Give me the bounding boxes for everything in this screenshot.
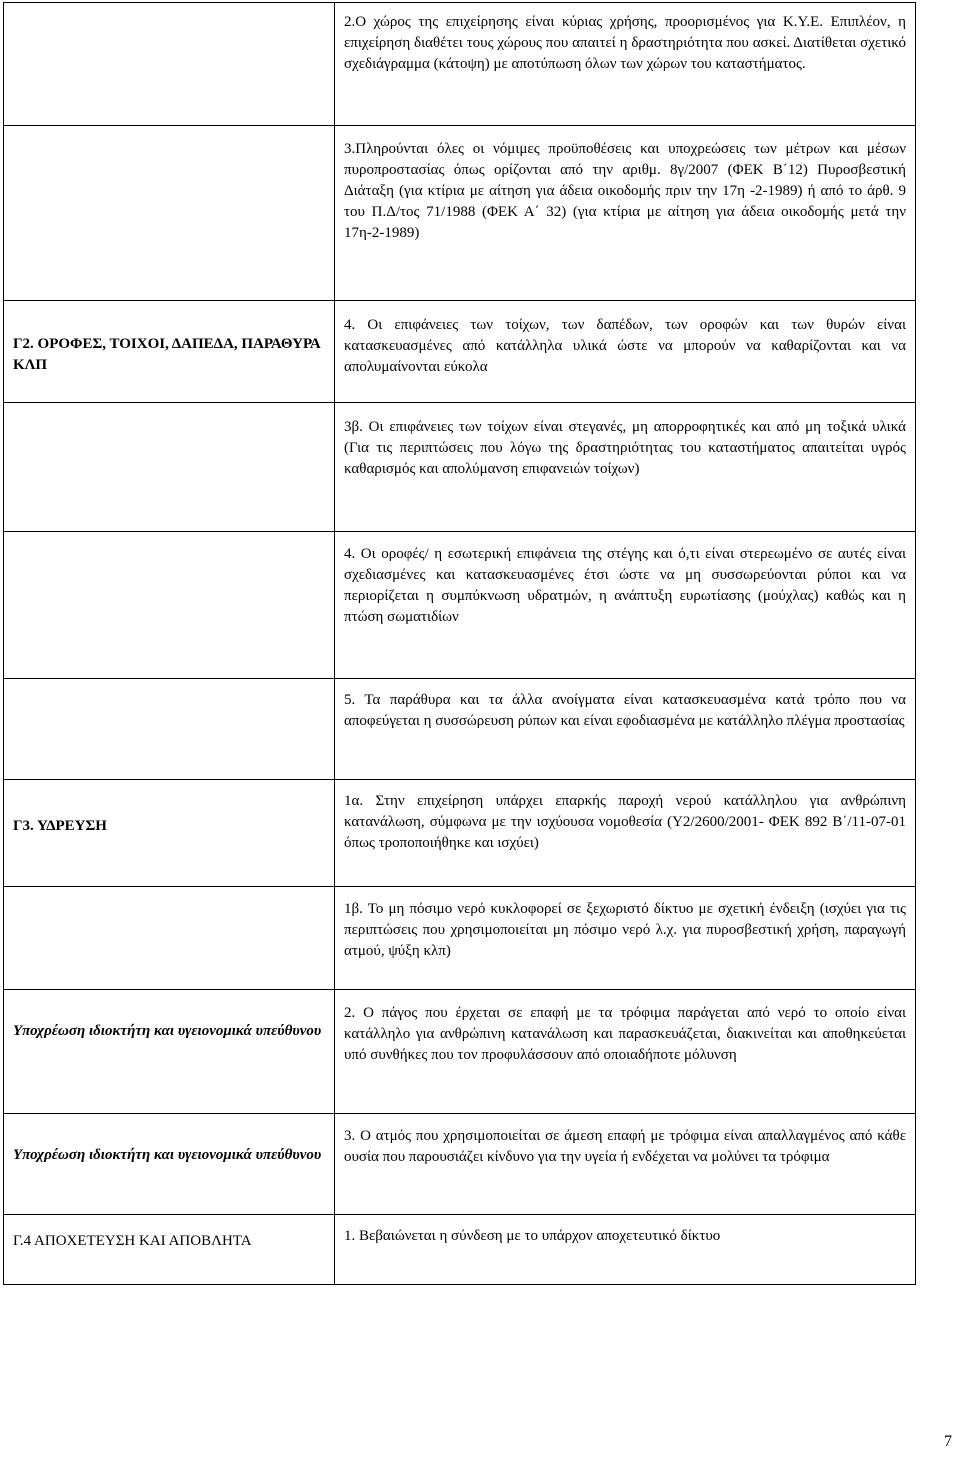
inspection-table xyxy=(3,2,916,1285)
row-content-cell xyxy=(335,532,916,679)
row-content-cell xyxy=(335,679,916,780)
responsibility-note: Υποχρέωση ιδιοκτήτη και υγειονομικά υπεύθυνου xyxy=(13,1023,322,1039)
section-heading-cell xyxy=(4,780,335,887)
table-row xyxy=(4,780,916,887)
row-content-cell xyxy=(335,887,916,990)
row-content-cell xyxy=(335,1215,916,1285)
row-category-cell xyxy=(4,403,335,532)
table-row xyxy=(4,403,916,532)
row-category-cell xyxy=(4,887,335,990)
section-heading: Γ2. ΟΡΟΦΕΣ, ΤΟΙΧΟΙ, ΔΑΠΕΔΑ, ΠΑΡΑΘΥΡΑ ΚΛΠ xyxy=(13,336,320,373)
criterion-text: 1α. Στην επιχείρηση υπάρχει επαρκής παροχή νερού κατάλληλου για ανθρώπινη κατανάλωση, σύμφωνα με την ισχύουσα νομοθεσία (Υ2/2600/2001- ΦΕΚ 892 Β΄/11-07-01 όπως τροποποιήθηκε και ισχύει) xyxy=(344,793,906,851)
criterion-text: 4. Οι οροφές/ η εσωτερική επιφάνεια της στέγης και ό,τι είναι στερεωμένο σε αυτές είναι σχεδιασμένες και κατασκευασμένες έτσι ώστε να μη συσσωρεύονται ρύποι και να περιορίζεται η συμπύκνωση υδρατμών, η ανάπτυξη ευρωτίασης (μούχλας) καθώς και η πτώση σωματιδίων xyxy=(344,546,906,625)
row-category-cell xyxy=(4,679,335,780)
table-row xyxy=(4,126,916,301)
criterion-text: 4. Οι επιφάνειες των τοίχων, των δαπέδων, των οροφών και των θυρών είναι κατασκευασμένες από κατάλληλα υλικά ώστε να μπορούν να καθαρίζονται και να απολυμαίνονται εύκολα xyxy=(344,317,906,375)
criterion-text: 1β. Το μη πόσιμο νερό κυκλοφορεί σε ξεχωριστό δίκτυο με σχετική ένδειξη (ισχύει για τις περιπτώσεις που χρησιμοποιείται μη πόσιμο νερό λ.χ. για πυροσβεστική χρήση, παραγωγή ατμού, ψύξη κλπ) xyxy=(344,901,906,959)
table-row xyxy=(4,1114,916,1215)
row-category-cell xyxy=(4,3,335,126)
criterion-text: 3. Ο ατμός που χρησιμοποιείται σε άμεση επαφή με τρόφιμα είναι απαλλαγμένος από κάθε ουσία που παρουσιάζει κίνδυνο για την υγεία ή ενδέχεται να μολύνει τα τρόφιμα xyxy=(344,1128,906,1165)
criterion-text: 5. Τα παράθυρα και τα άλλα ανοίγματα είναι κατασκευασμένα κατά τρόπο που να αποφεύγεται η συσσώρευση ρύπων και είναι εφοδιασμένα με κατάλληλο πλέγμα προστασίας xyxy=(344,692,906,729)
responsibility-cell xyxy=(4,1114,335,1215)
table-row xyxy=(4,1215,916,1285)
table-row xyxy=(4,301,916,403)
criterion-text: 2.Ο χώρος της επιχείρησης είναι κύριας χρήσης, προορισμένος για Κ.Υ.Ε. Επιπλέον, η επιχείρηση διαθέτει τους χώρους που απαιτεί η δραστηριότητα που ασκεί. Διατίθεται σχετικό σχεδιάγραμμα (κάτοψη) με αποτύπωση όλων των χώρων του καταστήματος. xyxy=(344,14,906,72)
row-content-cell xyxy=(335,3,916,126)
section-heading-cell xyxy=(4,301,335,403)
row-content-cell xyxy=(335,990,916,1114)
section-heading: Γ.4 ΑΠΟΧΕΤΕΥΣΗ ΚΑΙ ΑΠΟΒΛΗΤΑ xyxy=(13,1233,252,1249)
table-row xyxy=(4,990,916,1114)
responsibility-note: Υποχρέωση ιδιοκτήτη και υγειονομικά υπεύθυνου xyxy=(13,1147,322,1163)
page-number: 7 xyxy=(944,1433,952,1450)
section-heading: Γ3. ΥΔΡΕΥΣΗ xyxy=(13,818,107,834)
table-row xyxy=(4,679,916,780)
row-content-cell xyxy=(335,1114,916,1215)
responsibility-cell xyxy=(4,990,335,1114)
document-page xyxy=(3,2,914,1285)
row-content-cell xyxy=(335,301,916,403)
criterion-text: 3.Πληρούνται όλες οι νόμιμες προϋποθέσεις και υποχρεώσεις των μέτρων και μέσων πυροπροστασίας όπως ορίζονται από την αριθμ. 8γ/2007 (ΦΕΚ Β΄12) Πυροσβεστική Διάταξη (για κτίρια με αίτηση για άδεια οικοδομής πριν την 17η -2-1989) ή από το άρθ. 9 του Π.Δ/τος 71/1988 (ΦΕΚ Α΄ 32) (για κτίρια με αίτηση για άδεια οικοδομής μετά την 17η-2-1989) xyxy=(344,141,906,241)
criterion-text: 1. Βεβαιώνεται η σύνδεση με το υπάρχον αποχετευτικό δίκτυο xyxy=(344,1228,721,1244)
section-heading-cell xyxy=(4,1215,335,1285)
row-category-cell xyxy=(4,126,335,301)
table-row xyxy=(4,887,916,990)
criterion-text: 3β. Οι επιφάνειες των τοίχων είναι στεγανές, μη απορροφητικές και από μη τοξικά υλικά (Για τις περιπτώσεις που λόγω της δραστηριότητας του καταστήματος απαιτείται υγρός καθαρισμός και απολύμανση επιφανειών τοίχων) xyxy=(344,419,906,477)
row-content-cell xyxy=(335,126,916,301)
row-content-cell xyxy=(335,780,916,887)
criterion-text: 2. Ο πάγος που έρχεται σε επαφή με τα τρόφιμα παράγεται από νερό το οποίο είναι κατάλληλο για ανθρώπινη κατανάλωση και παρασκευάζεται, διακινείται και αποθηκεύεται υπό συνθήκες που τον προφυλάσσουν από οποιαδήποτε μόλυνση xyxy=(344,1005,906,1063)
table-row xyxy=(4,532,916,679)
row-category-cell xyxy=(4,532,335,679)
row-content-cell xyxy=(335,403,916,532)
table-row xyxy=(4,3,916,126)
